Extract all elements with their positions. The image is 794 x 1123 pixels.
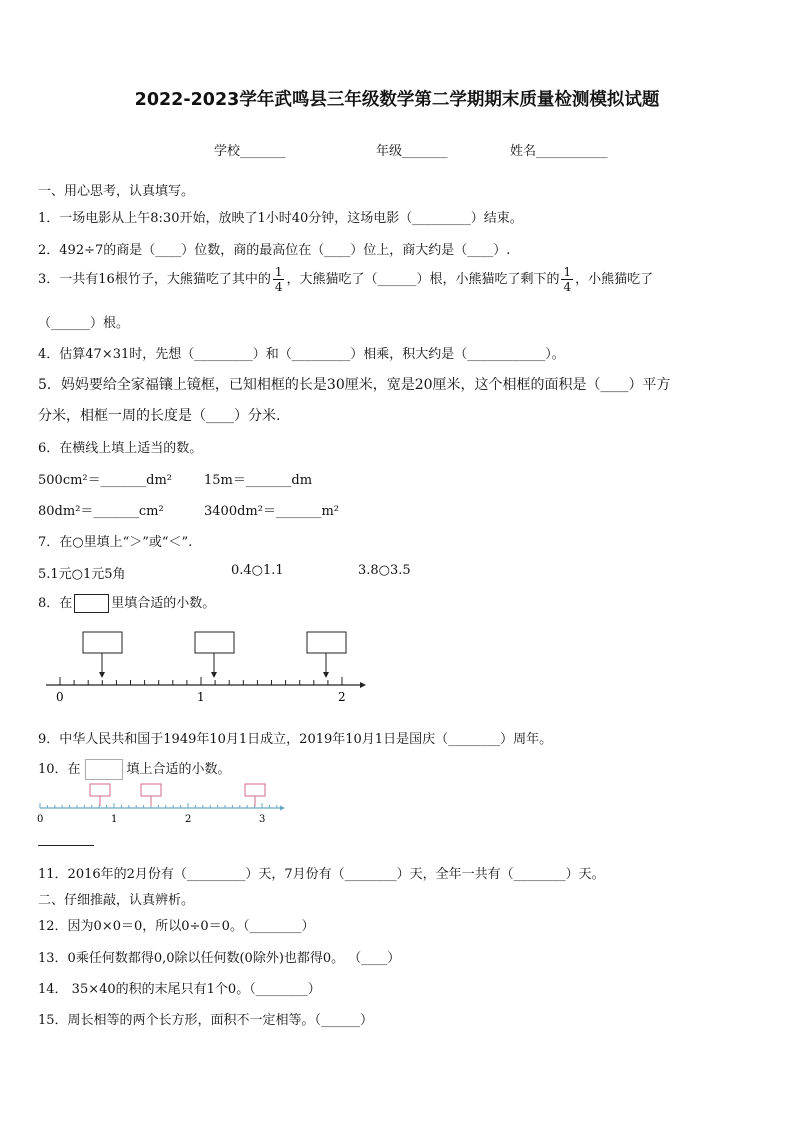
question-7: 7．在○里填上“＞”或“＜”. (38, 535, 193, 550)
q8-ticks (60, 677, 342, 685)
page-title: 2022-2023学年武鸣县三年级数学第二学期期末质量检测模拟试题 (134, 90, 660, 110)
question-10-post: 填上合适的小数。 (126, 762, 231, 777)
question-5-line1: 5．妈妈要给全家福镶上镜框，已知相框的长是30厘米，宽是20厘米，这个相框的面积是（____）平方 (38, 377, 671, 393)
question-10 (38, 758, 231, 780)
section-2-heading: 二、仔细推敲，认真辨析。 (38, 893, 195, 908)
q6-item-1: 500cm²＝_______dm² (38, 473, 172, 488)
grade-label: 年级 (376, 144, 403, 159)
question-10-pre: 10．在 (38, 762, 81, 777)
question-15: 15．周长相等的两个长方形，面积不一定相等。（______） (38, 1013, 374, 1028)
name-field (510, 140, 608, 159)
question-1: 1．一场电影从上午8:30开始，放映了1小时40分钟，这场电影（_________）结束。 (38, 211, 523, 226)
fraction-one-quarter: $\frac{1}{4}$ (274, 265, 283, 294)
grade-field (376, 140, 448, 159)
q10-tick-label-0: 0 (37, 814, 44, 825)
school-blank: _______ (240, 144, 286, 159)
grade-blank: _______ (402, 144, 448, 159)
question-3-part3: ，小熊猫吃了 (575, 272, 654, 287)
section-1-heading: 一、用心思考，认真填写。 (38, 184, 195, 199)
question-14: 14． 35×40的积的末尾只有1个0。（________） (38, 982, 321, 997)
question-3-part2: ，大熊猫吃了（______）根，小熊猫吃了剩下的 (286, 272, 560, 287)
q10-ticks (40, 803, 277, 808)
fraction-one-quarter-2: $\frac{1}{4}$ (563, 265, 572, 294)
question-5-line2: 分米，相框一周的长度是（____）分米. (38, 408, 281, 424)
name-label: 姓名 (510, 144, 537, 159)
name-blank: ___________ (536, 144, 608, 159)
answer-box-icon (74, 594, 109, 613)
q6-item-4: 3400dm²＝_______m² (204, 504, 339, 519)
number-line-q8 (0, 620, 794, 710)
q8-tick-label-2: 2 (338, 690, 346, 704)
question-4: 4．估算47×31时，先想（_________）和（_________）相乘，积大约是（____________）。 (38, 347, 565, 362)
question-13: 13．0乘任何数都得0,0除以任何数(0除外)也都得0。 （____） (38, 951, 401, 966)
q10-tick-label-1: 1 (111, 814, 118, 825)
q7-item-c: 3.8○3.5 (358, 563, 411, 578)
question-8 (38, 592, 215, 613)
q7-item-b: 0.4○1.1 (231, 563, 284, 578)
q8-tick-label-0: 0 (56, 690, 64, 704)
q8-tick-label-1: 1 (197, 690, 205, 704)
blank-underline (38, 845, 94, 846)
q7-item-a: 5.1元○1元5角 (38, 567, 126, 582)
answer-box-icon-grey (85, 759, 123, 780)
question-3-part1: 3．一共有16根竹子，大熊猫吃了其中的 (38, 272, 271, 287)
question-8-pre: 8．在 (38, 596, 73, 611)
question-9: 9．中华人民共和国于1949年10月1日成立，2019年10月1日是国庆（________）周年。 (38, 732, 553, 747)
q6-item-2: 15m＝_______dm (204, 473, 313, 488)
question-2: 2．492÷7的商是（____）位数，商的最高位在（____）位上，商大约是（____）. (38, 243, 511, 258)
school-label: 学校 (214, 144, 241, 159)
number-line-q10 (0, 778, 794, 828)
question-8-post: 里填合适的小数。 (111, 596, 216, 611)
q10-tick-label-2: 2 (185, 814, 192, 825)
question-3 (38, 266, 653, 293)
school-field (214, 140, 286, 159)
question-12: 12．因为0×0＝0，所以0÷0＝0。（________） (38, 919, 315, 934)
question-11: 11．2016年的2月份有（_________）天，7月份有（________）天，全年一共有（________）天。 (38, 867, 605, 882)
question-6: 6．在横线上填上适当的数。 (38, 441, 203, 456)
q10-tick-label-3: 3 (259, 814, 266, 825)
q6-item-3: 80dm²＝_______cm² (38, 504, 164, 519)
question-3-line2: （______）根。 (38, 316, 130, 331)
